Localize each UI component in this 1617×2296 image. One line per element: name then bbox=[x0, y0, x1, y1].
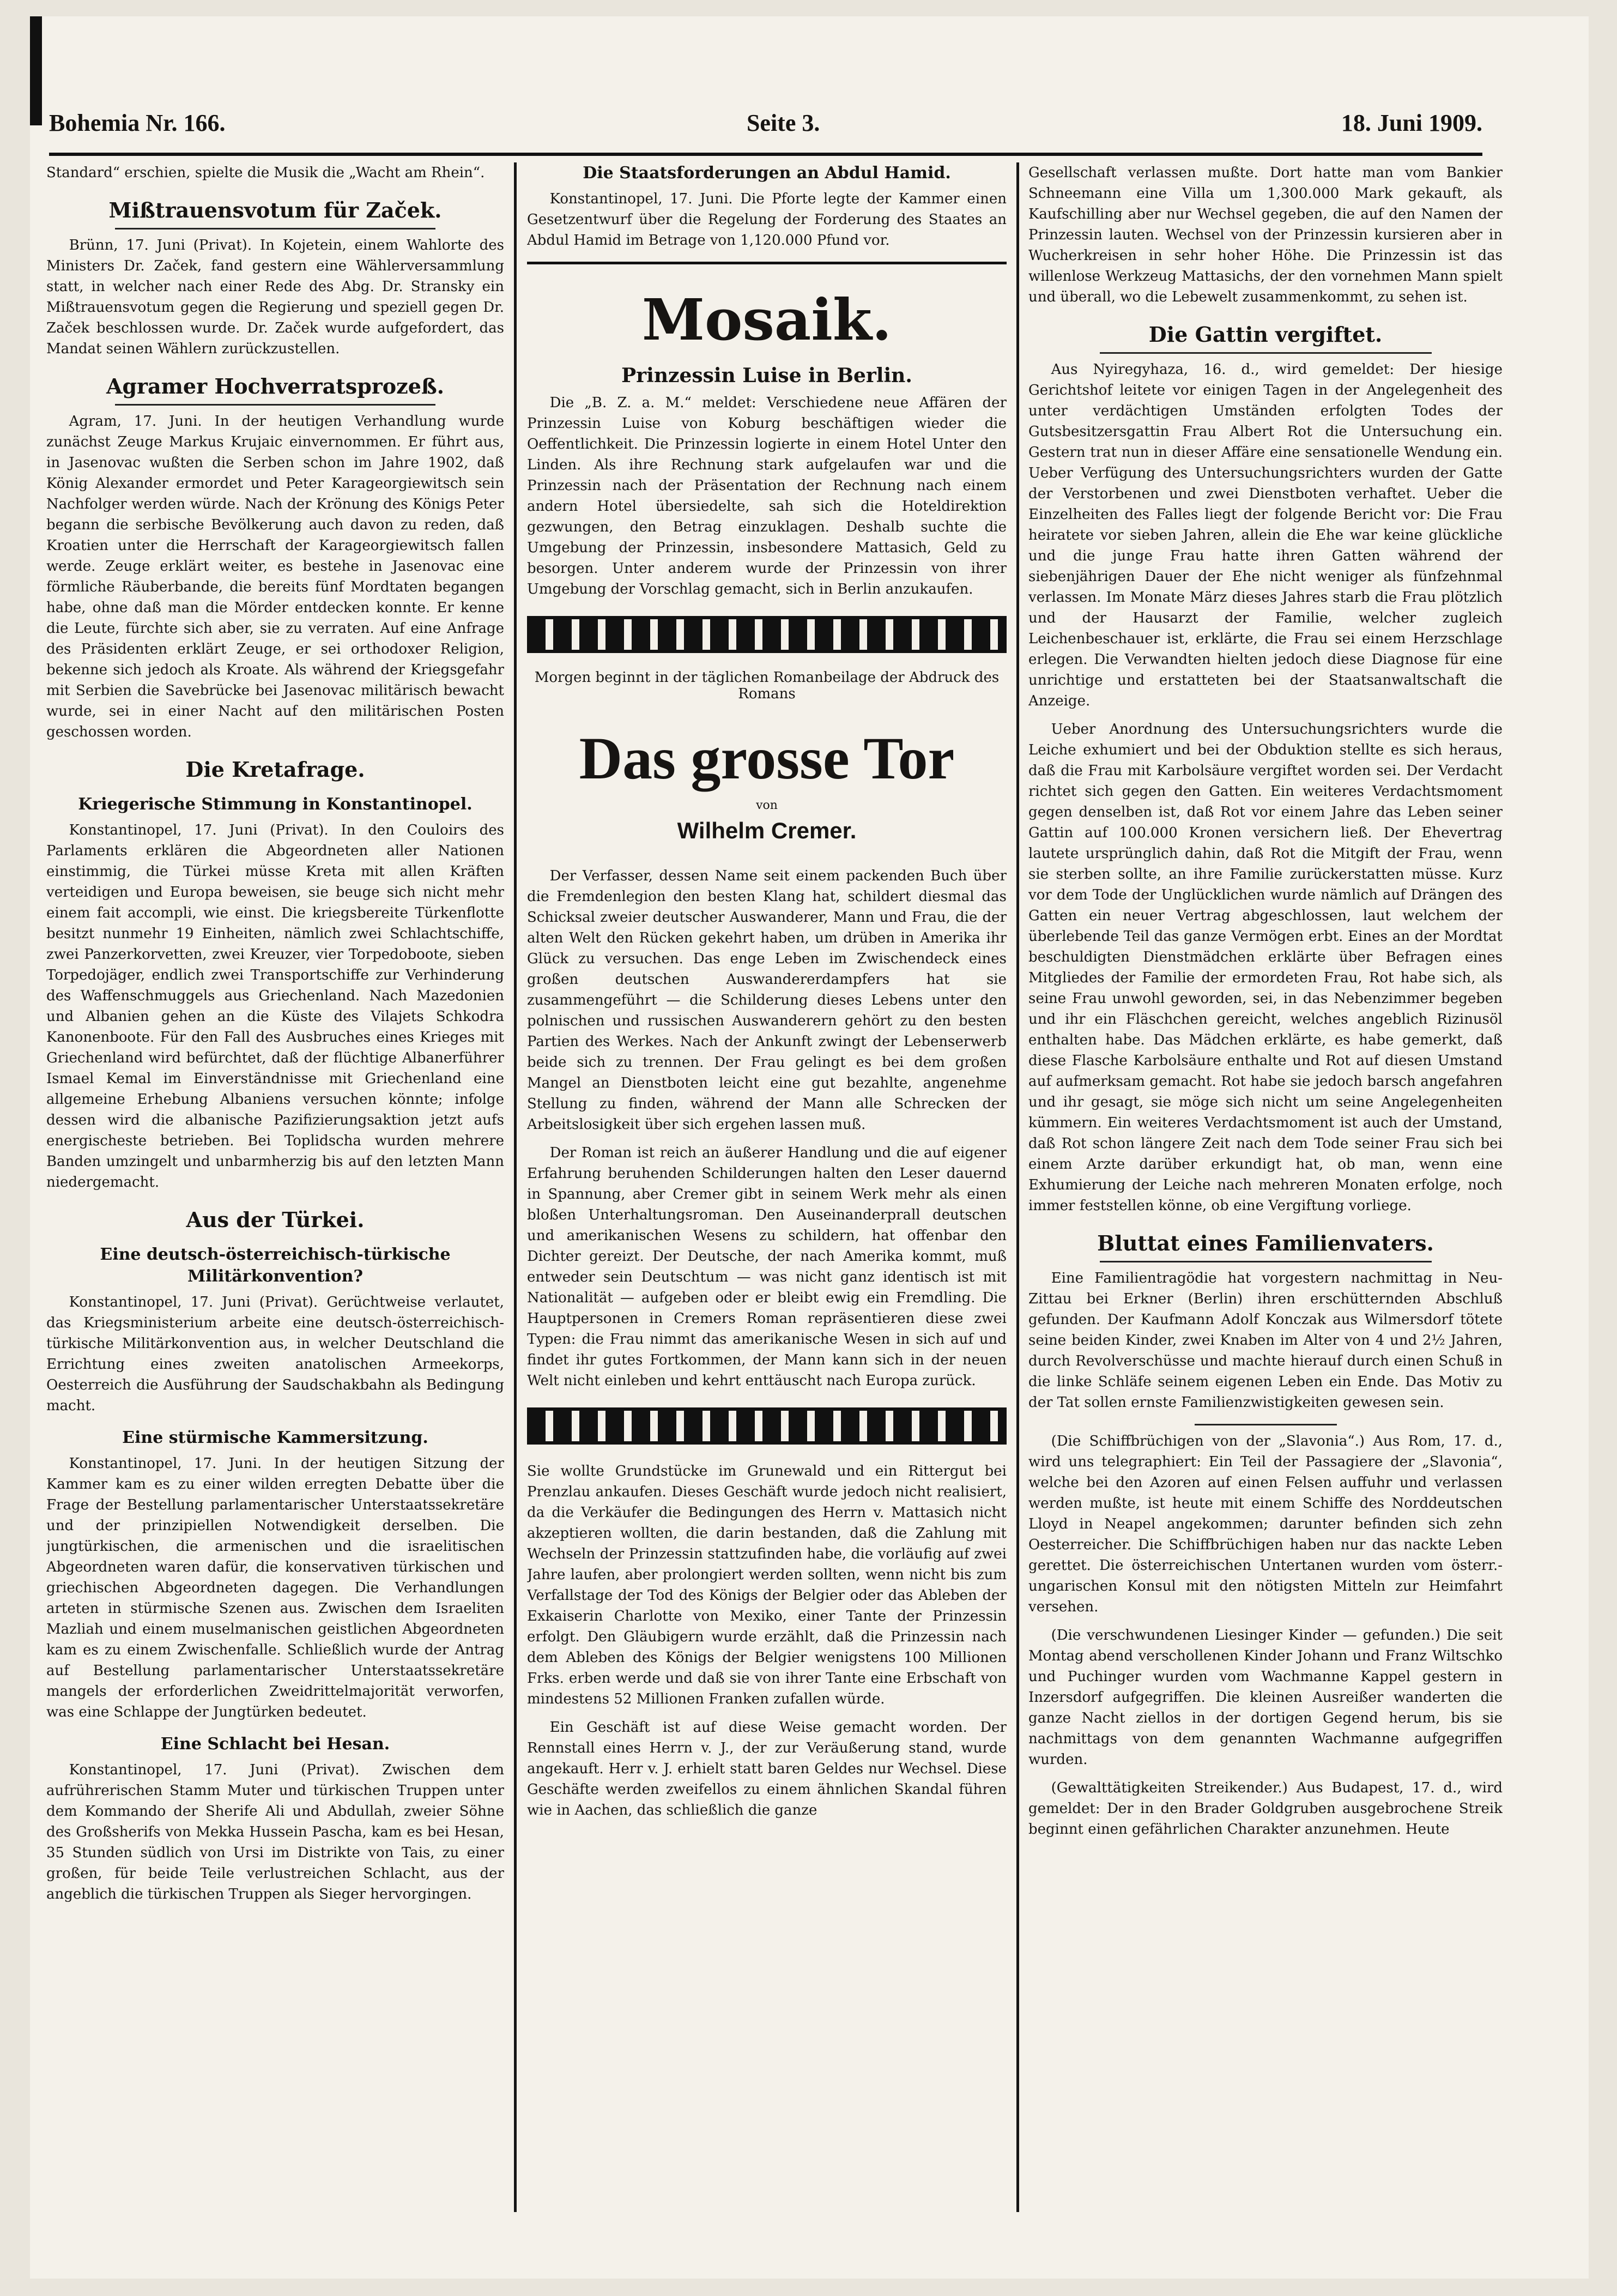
intro-text: Standard“ erschien, spielte die Musik die „Wacht am Rhein“. bbox=[46, 165, 485, 181]
article-text-bluttat: Eine Familientragödie hat vorgestern nachmittag in Neu-Zittau bei Erkner (Berlin) ihren erschütternden Abschluß gefunden. Der Kaufmann Adolf Konczak aus Wilmersdorf tötete seine beiden Kinder, zwei Knaben im Alter von 4 und 2½ Jahren, durch Revolverschüsse und machte hierauf durch einen Schuß in die linke Schläfe seinem eigenen Leben ein Ende. Das Motiv zu der Tat sollen ernste Familienzwistigkeiten gewesen sein. bbox=[1028, 1270, 1503, 1411]
roman-announcement: Morgen beginnt in der täglichen Romanbeilage der Abdruck des Romans bbox=[534, 669, 1000, 702]
roman-von: von bbox=[756, 799, 778, 812]
section-rule bbox=[527, 262, 1007, 264]
decorative-banner bbox=[527, 616, 1007, 653]
article-text-luise: Die „B. Z. a. M.“ meldet: Verschiedene neue Affären der Prinzessin Luise von Koburg beschäftigen wieder die Oeffentlichkeit. Die Prinzessin logierte in einem Hotel Unter den Linden. Als ihre Rechnung stark aufgelaufen war und die Prinzessin nach der Präsentation der Rechnung nach einem andern Hotel übersiedelte, sah sich die Hoteldirektion gezwungen, den Betrag einzuklagen. Deshalb suchte die Umgebung der Prinzessin, insbesondere Mattasich, Geld zu besorgen. Unter anderem wurde der Prinzessin von ihrer Umgebung der Vorschlag gemacht, sich in Berlin anzukaufen. bbox=[527, 395, 1007, 597]
article-text-slavonia: (Die Schiffbrüchigen von der „Slavonia“.) Aus Rom, 17. d., wird uns telegraphiert: Ein Teil der Passagiere der „Slavonia“, welche bei den Azoren auf einen Felsen auffuhr und verlassen werden mußte, ist heute mit einem Schiffe des Norddeutschen Lloyd in Neapel angekommen; darunter befinden sich zehn Oesterreicher. Die Schiffbrüchigen haben nur das nackte Leben gerettet. Die österreichischen Untertanen wurden vom österr.-ungarischen Konsul mit den nötigsten Mitteln zur Heimfahrt versehen. bbox=[1028, 1433, 1503, 1615]
separator bbox=[1195, 1424, 1337, 1425]
title-underline bbox=[115, 404, 435, 406]
continued-text-2: Ein Geschäft ist auf diese Weise gemacht worden. Der Rennstall eines Herrn v. J., der zur Veräußerung stand, wurde angekauft. Herr v. J. erhielt statt baren Geldes nur Wechsel. Diese Geschäfte werden zweifellos zu einem ähnlichen Skandal führen wie in Aachen, das schließlich die ganze bbox=[527, 1719, 1007, 1818]
continued-text-1: Sie wollte Grundstücke im Grunewald und ein Rittergut bei Prenzlau ankaufen. Dieses Geschäft wurde jedoch nicht realisiert, da die Verkäufer die Bedingungen des Herrn v. Mattasich nicht akzeptieren wollten, die darin bestanden, daß die Zahlung mit Wechseln der Prinzessin stattzufinden habe, die vorläufig auf zwei Jahre laufen, aber prolongiert werden sollten, wenn nicht bis zum Verfallstage der Tod des Königs der Belgier oder das Ableben der Exkaiserin Charlotte von Mexiko, einer Tante der Prinzessin erfolgt. Den Gläubigern wurde erzählt, daß die Prinzessin nach dem Ableben des Königs der Belgier wenigstens 100 Millionen Frks. erben werde und daß sie von ihrer Tante eine Erbschaft von mindestens 52 Millionen Franken zufallen würde. bbox=[527, 1463, 1007, 1707]
article-title-gattin: Die Gattin vergiftet. bbox=[1148, 322, 1383, 347]
roman-text-1: Der Verfasser, dessen Name seit einem packenden Buch über die Fremdenlegion den besten Klang hat, schildert diesmal das Schicksal zweier deutscher Auswanderer, Mann und Frau, die der alten Welt den Rücken gekehrt haben, um drüben in Amerika ihr Glück zu versuchen. Das enge Leben im Zwischendeck eines großen deutschen Auswandererdampfers hat sie zusammengeführt — die Schilderung dieses Lebens unter den polnischen und russischen Auswanderern gehört zu den besten Partien des Werkes. Nach der Ankunft zwingt der Lebenserwerb beide sich zu trennen. Der Frau gelingt es bei dem großen Mangel an Dienstboten leicht eine gut bezahlte, angenehme Stellung zu finden, während der Mann alle Schrecken der Arbeitslosigkeit über sich ergehen lassen muß. bbox=[527, 868, 1007, 1133]
continued-text-top: Gesellschaft verlassen mußte. Dort hatte man vom Bankier Schneemann eine Villa um 1,300.000 Mark gekauft, als Kaufschilling aber nur Wechsel gegeben, die auf den Namen der Prinzessin lauten. Wechsel von der Prinzessin kursieren aber in Wucherkreisen in sehr hoher Höhe. Die Prinzessin ist das willenlose Werkzeug Mattasichs, der den vornehmen Mann spielt und überall, wo die Lebewelt zusammenkommt, zu sehen ist. bbox=[1028, 165, 1503, 305]
title-underline bbox=[1100, 352, 1432, 354]
title-underline bbox=[1100, 1261, 1432, 1262]
header-rule bbox=[49, 153, 1482, 156]
header-page-number: Seite 3. bbox=[746, 109, 820, 136]
newspaper-page bbox=[30, 16, 1589, 2279]
roman-title: Das grosse Tor bbox=[579, 725, 955, 791]
column-divider bbox=[1016, 162, 1019, 2212]
roman-author: Wilhelm Cremer. bbox=[677, 818, 857, 843]
article-text-kammer: Konstantinopel, 17. Juni. In der heutigen Sitzung der Kammer kam es zu einer wilden erregten Debatte über die Frage der Bestellung parlamentarischer Unterstaatssekretäre und der prinzipiellen Notwendigkeit derselben. Die jungtürkischen, die armenischen und die israelitischen Abgeordneten waren dafür, die konservativen türkischen und griechischen Abgeordneten dagegen. Die Verhandlungen arteten in stürmische Szenen aus. Zwischen dem Israeliten Mazliah und einem muselmanischen geistlichen Abgeordneten kam es zu einem Zwischenfalle. Schließlich wurde der Antrag auf Bestellung parlamentarischer Unterstaatssekretäre mangels der erforderlichen Zweidrittelmajorität verworfen, was eine Schlappe der Jungtürken bedeutet. bbox=[46, 1455, 504, 1720]
column-divider bbox=[514, 162, 517, 2212]
column-1 bbox=[46, 162, 504, 2250]
article-text-agram: Agram, 17. Juni. In der heutigen Verhandlung wurde zunächst Zeuge Markus Krujaic einvernommen. Er führt aus, in Jasenovac wußten die Serben schon im Jahre 1902, daß König Alexander ermordet und Peter Karageorgiewitsch sein Nachfolger werden würde. Nach der Krönung des Königs Peter begann die serbische Bevölkerung auch davon zu reden, daß Kroatien unter die Herrschaft der Karageorgiewitsch fallen werde. Zeuge erklärt weiter, es bestehe in Jasenovac eine förmliche Räuberbande, die bereits fünf Mordtaten begangen habe, ohne daß man die Mörder entdecken konnte. Er kenne die Leute, fürchte sich aber, sie zu verraten. Auf eine Anfrage des Präsidenten erklärt Zeuge, er sei orthodoxer Religion, bekenne sich jedoch als Kroate. Als während der Kriegsgefahr mit Serbien die Savebrücke bei Jasenovac militärisch bewacht wurde, sei in einer Nacht auf den militärischen Posten geschossen worden. bbox=[46, 413, 504, 740]
article-text-zacek: Brünn, 17. Juni (Privat). In Kojetein, einem Wahlorte des Ministers Dr. Začek, fand gestern eine Wählerversammlung statt, in welcher nach einer Rede des Abg. Dr. Stransky ein Mißtrauensvotum gegen die Regierung und speziell gegen Dr. Začek beschlossen wurde. Dr. Začek wurde aufgefordert, das Mandat seinen Wählern zurückzustellen. bbox=[46, 237, 504, 357]
article-text-liesing: (Die verschwundenen Liesinger Kinder — gefunden.) Die seit Montag abend verschollenen Kinder Johann und Franz Wiltschko und Puchinger wurden vom Wachmanne Kappel gestern in Inzersdorf aufgegriffen. Die kleinen Ausreißer wanderten die ganze Nacht ziellos in der dortigen Gegend herum, bis sie nachmittags von dem genannten Wachmanne aufgegriffen wurden. bbox=[1028, 1627, 1503, 1768]
article-title-abdul-hamid: Die Staatsforderungen an Abdul Hamid. bbox=[583, 164, 951, 183]
article-subtitle-kammer: Eine stürmische Kammersitzung. bbox=[122, 1428, 428, 1447]
header-date: 18. Juni 1909. bbox=[1341, 109, 1482, 136]
article-title-zacek: Mißtrauensvotum für Začek. bbox=[108, 198, 442, 222]
roman-text-2: Der Roman ist reich an äußerer Handlung und die auf eigener Erfahrung beruhenden Schilderungen halten den Leser dauernd in Spannung, aber Cremer gibt in seinem Werk mehr als einen bloßen Unterhaltungsroman. Den Auseinanderprall deutschen und amerikanischen Wesens zu schildern, hat offenbar den Dichter gereizt. Der Deutsche, der nach Amerika kommt, muß entweder sein Deutschtum — was nicht ganz identisch ist mit Nationalität — aufgeben oder er bleibt ewig ein Fremdling. Die Hauptpersonen in Cremers Roman repräsentieren diese zwei Typen: die Frau nimmt das amerikanische Wesen in sich auf und findet ihr gutes Fortkommen, der Mann kann sich in der neuen Welt nicht einleben und kehrt enttäuscht nach Europa zurück. bbox=[527, 1145, 1007, 1389]
article-text-gattin-2: Ueber Anordnung des Untersuchungsrichters wurde die Leiche exhumiert und bei der Obduktion stellte es sich heraus, daß die Frau mit Karbolsäure vergiftet worden sei. Der Verdacht richtet sich gegen den Gatten. Ein weiteres Verdachtsmoment gegen denselben ist, daß Rot vor einem Jahre das Leben seiner Gattin auf 100.000 Kronen versichern ließ. Der Ehevertrag lautete ursprünglich dahin, daß Rot die Mitgift der Frau, wenn sie sterben sollte, an ihre Familie zurückerstatten müsse. Kurz vor dem Tode der Unglücklichen wurde nämlich auf Drängen des Gatten ein neuer Vertrag abgeschlossen, laut welchem der überlebende Teil das ganze Vermögen erbt. Eines an der Mordtat beschuldigten Dienstmädchen erklärte über Befragen eines Mitgliedes der Familie der ermordeten Frau, Rot habe sich, als seine Frau unwohl geworden, sei, in das Nebenzimmer begeben und ihr ein Fläschchen gereicht, welches angeblich Rizinusöl enthalten habe. Das Mädchen erklärte, es habe gemerkt, daß diese Flasche Karbolsäure enthalte und Rot auf diesen Umstand auf aufmerksam gemacht. Rot habe sie jedoch barsch angefahren und ihr gesagt, sie möge sich nicht um seine Angelegenheiten kümmern. Ein weiteres Verdachtsmoment ist auch der Umstand, daß Rot schon längere Zeit nach dem Tode seiner Frau sich bei einem Arzte darüber erkundigt hat, ob man, wenn eine Exhumierung der Leiche nach mehreren Monaten erfolge, noch immer feststellen könne, ob eine Vergiftung vorliege. bbox=[1028, 721, 1503, 1214]
article-text-streik: (Gewalttätigkeiten Streikender.) Aus Budapest, 17. d., wird gemeldet: Der in den Brader Goldgruben ausgebrochene Streik beginnt einen gefährlichen Charakter anzunehmen. Heute bbox=[1028, 1780, 1503, 1838]
section-title-mosaik: Mosaik. bbox=[641, 286, 892, 353]
decorative-banner bbox=[527, 1407, 1007, 1445]
article-title-agram: Agramer Hochverratsprozeß. bbox=[106, 374, 444, 398]
page-header bbox=[49, 98, 1482, 147]
article-subtitle-konvention: Eine deutsch-österreichisch-türkische Militärkonvention? bbox=[100, 1245, 451, 1286]
article-text-konvention: Konstantinopel, 17. Juni (Privat). Gerüchtweise verlautet, das Kriegsministerium arbeite eine deutsch-österreichisch-türkische Militärkonvention aus, in welcher Deutschland die Errichtung eines zweiten anatolischen Armeekorps, Oesterreich die Ausführung der Saudschakbahn als Bedingung macht. bbox=[46, 1294, 504, 1414]
column-2 bbox=[527, 162, 1007, 2250]
article-text-abdul-hamid: Konstantinopel, 17. Juni. Die Pforte legte der Kammer einen Gesetzentwurf über die Regelung der Forderung des Staates an Abdul Hamid im Betrage von 1,120.000 Pfund vor. bbox=[527, 191, 1007, 249]
column-3 bbox=[1028, 162, 1503, 2250]
article-text-hesan: Konstantinopel, 17. Juni (Privat). Zwischen dem aufrührerischen Stamm Muter und türkischen Truppen unter dem Kommando der Sherife Ali und Abdullah, zweier Söhne des Großsherifs von Mekka Hussein Pascha, kam es bei Hesan, 35 Stunden südlich von Ursi im Distrikte von Tais, zu einer großen, für beide Teile verlustreichen Schlacht, aus der angeblich die türkischen Truppen als Sieger hervorgingen. bbox=[46, 1762, 504, 1902]
article-title-luise: Prinzessin Luise in Berlin. bbox=[621, 364, 912, 387]
article-text-gattin-1: Aus Nyiregyhaza, 16. d., wird gemeldet: Der hiesige Gerichtshof leitete vor einigen Tagen in der Angelegenheit des unter verdächtigen Umständen erfolgten Todes der Gutsbesitzersgattin Frau Albert Rot die Untersuchung ein. Gestern trat nun in dieser Affäre eine sensationelle Wendung ein. Ueber Verfügung des Untersuchungsrichters wurden der Gatte der Verstorbenen und zwei Dienstboten verhaftet. Ueber die Einzelheiten des Falles liegt der folgende Bericht vor: Die Frau heiratete vor sieben Jahren, allein die Ehe war keine glückliche und die junge Frau hatte ihren Gatten während der siebenjährigen Dauer der Ehe nicht weniger als fünfzehnmal verlassen. Im Monate März dieses Jahres starb die Frau plötzlich und der Hausarzt der Familie, welcher zugleich Leichenbeschauer ist, erklärte, die Frau sei einem Herzschlage erlegen. Die Verwandten hielten jedoch diese Diagnose für eine unrichtige und erstatteten bei der Staatsanwaltschaft die Anzeige. bbox=[1028, 361, 1503, 709]
article-text-kreta: Konstantinopel, 17. Juni (Privat). In den Couloirs des Parlaments erklären die Abgeordneten aller Nationen einstimmig, die Türkei müsse Kreta mit allen Kräften verteidigen und Europa beweisen, sie beuge sich nicht mehr einem fait accompli, wie einst. Die kriegsbereite Türkenflotte besitzt nunmehr 19 Einheiten, nämlich zwei Schlachtschiffe, zwei Panzerkorvetten, zwei Kreuzer, vier Torpedoboote, sieben Torpedojäger, endlich zwei Transportschiffe zur Verhinderung des Waffenschmuggels aus Griechenland. Nach Mazedonien und Albanien gehen an die Küste des Vilajets Schkodra Kanonenboote. Für den Fall des Ausbruches eines Krieges mit Griechenland wird befürchtet, daß der flüchtige Albanerführer Ismael Kemal im Einverständnisse mit Griechenland eine allgemeine Erhebung Albaniens versuchen könnte; infolge dessen wird die albanische Pazifizierungsaktion jetzt aufs energischeste betrieben. Bei Toplidscha wurden mehrere Banden umzingelt und unbarmherzig bis auf den letzten Mann niedergemacht. bbox=[46, 822, 504, 1191]
header-issue: Bohemia Nr. 166. bbox=[49, 109, 226, 136]
article-title-bluttat: Bluttat eines Familienvaters. bbox=[1097, 1231, 1434, 1255]
article-title-kreta: Die Kretafrage. bbox=[185, 757, 365, 782]
title-underline bbox=[115, 228, 435, 229]
page-edge-shadow bbox=[30, 16, 42, 125]
article-subtitle-kreta: Kriegerische Stimmung in Konstantinopel. bbox=[78, 795, 473, 814]
article-title-tuerkei: Aus der Türkei. bbox=[186, 1207, 365, 1232]
article-subtitle-hesan: Eine Schlacht bei Hesan. bbox=[160, 1735, 390, 1754]
